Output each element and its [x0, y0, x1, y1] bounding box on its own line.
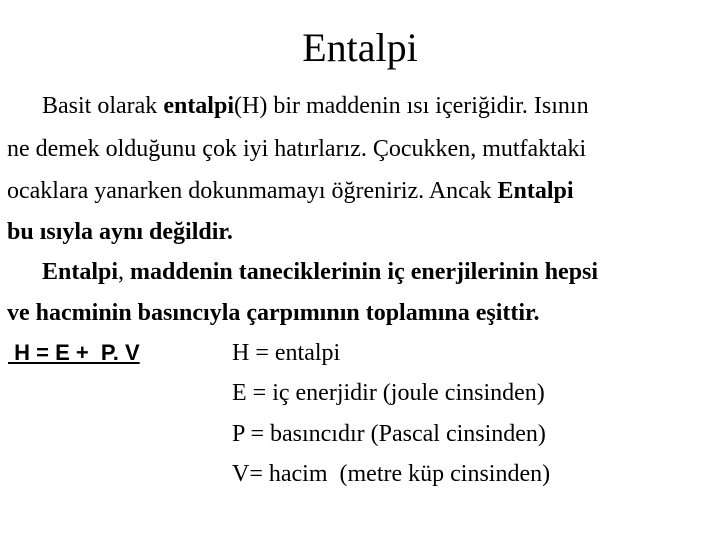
paragraph2-text: maddenin taneciklerinin iç enerjilerinin hepsi	[130, 259, 599, 285]
definition-v: V= hacim (metre küp cinsinden)	[232, 461, 551, 487]
paragraph2-line1	[7, 257, 598, 287]
paragraph1-bold-term: entalpi	[163, 93, 234, 119]
paragraph1-line4: bu ısıyla aynı değildir.	[7, 219, 233, 245]
paragraph1-line1	[7, 91, 589, 121]
paragraph2-bold-term: Entalpi	[42, 259, 119, 285]
enthalpy-formula: H = E + P. V	[8, 340, 140, 365]
page-title: Entalpi	[302, 25, 418, 70]
paragraph1-bold-term: Entalpi	[497, 178, 574, 204]
paragraph1-text: ocaklara yanarken dokunmamayı öğreniriz. Ancak	[7, 178, 498, 204]
paragraph2-line2: ve hacminin basıncıyla çarpımının toplamına eşittir.	[7, 300, 540, 326]
paragraph1-line2: ne demek olduğunu çok iyi hatırlarız. Çocukken, mutfaktaki	[7, 136, 587, 162]
definition-p: P = basıncıdır (Pascal cinsinden)	[232, 421, 546, 447]
paragraph1-line3	[7, 176, 574, 206]
definition-e: E = iç enerjidir (joule cinsinden)	[232, 380, 545, 406]
paragraph2-comma: ,	[118, 259, 131, 285]
paragraph1-text: (H) bir maddenin ısı içeriğidir. Isının	[234, 93, 589, 119]
paragraph1-text: Basit olarak	[42, 93, 164, 119]
definition-h: H = entalpi	[232, 340, 341, 366]
